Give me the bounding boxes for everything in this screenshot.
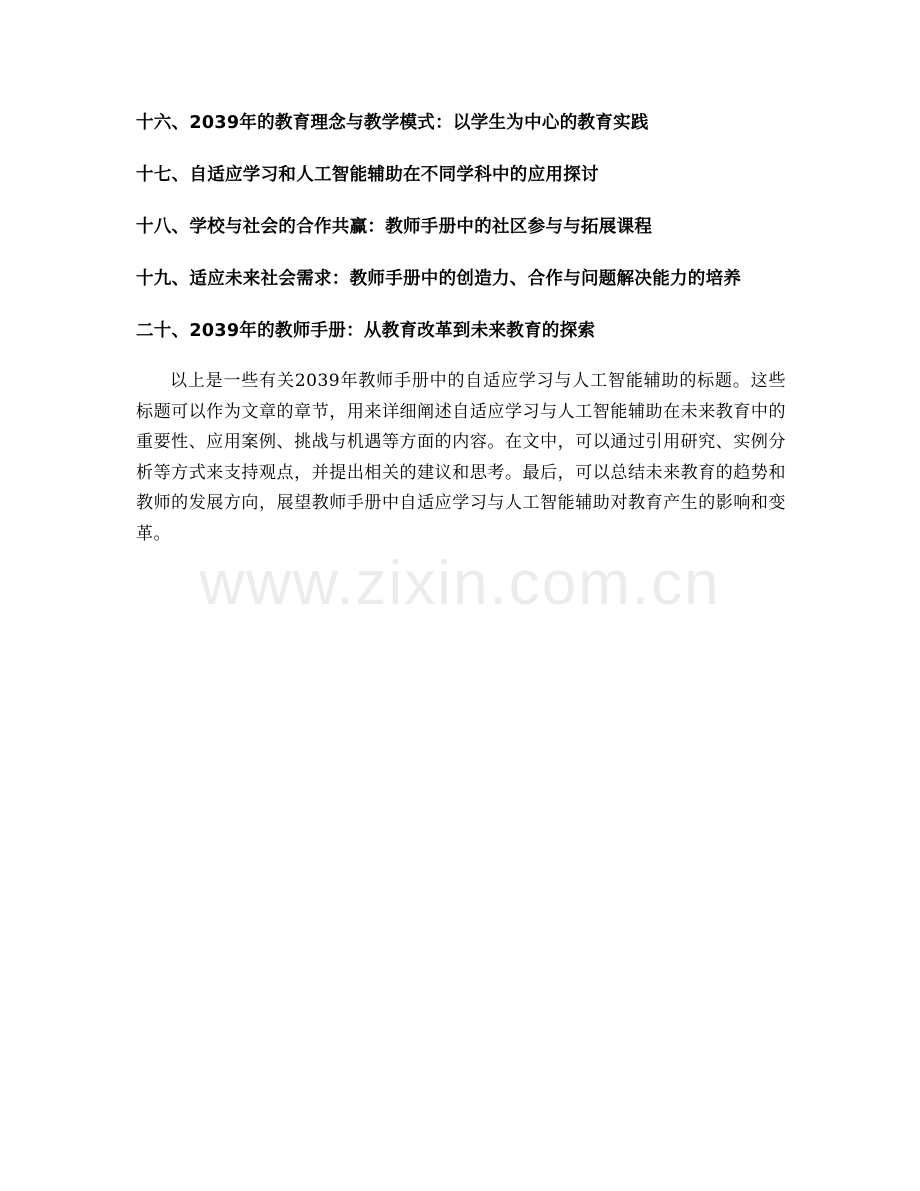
- summary-paragraph: 以上是一些有关2039年教师手册中的自适应学习与人工智能辅助的标题。这些标题可以作为文章的章节，用来详细阐述自适应学习与人工智能辅助在未来教育中的重要性、应用案例、挑战与机遇等方面的内容。在文中，可以通过引用研究、实例分析等方式来支持观点，并提出相关的建议和思考。最后，可以总结未来教育的趋势和教师的发展方向，展望教师手册中自适应学习与人工智能辅助对教育产生的影响和变革。: [136, 371, 786, 544]
- section-heading-20: 二十、2039年的教师手册：从教育改革到未来教育的探索: [136, 321, 596, 341]
- document-content: [136, 106, 786, 549]
- section-heading-16: 十六、2039年的教育理念与教学模式：以学生为中心的教育实践: [136, 113, 649, 133]
- section-heading-18: 十八、学校与社会的合作共赢：教师手册中的社区参与与拓展课程: [136, 217, 653, 237]
- watermark: www.zixin.com.cn: [199, 549, 721, 618]
- section-heading-17: 十七、自适应学习和人工智能辅助在不同学科中的应用探讨: [136, 165, 599, 185]
- section-heading-19: 十九、适应未来社会需求：教师手册中的创造力、合作与问题解决能力的培养: [136, 269, 742, 289]
